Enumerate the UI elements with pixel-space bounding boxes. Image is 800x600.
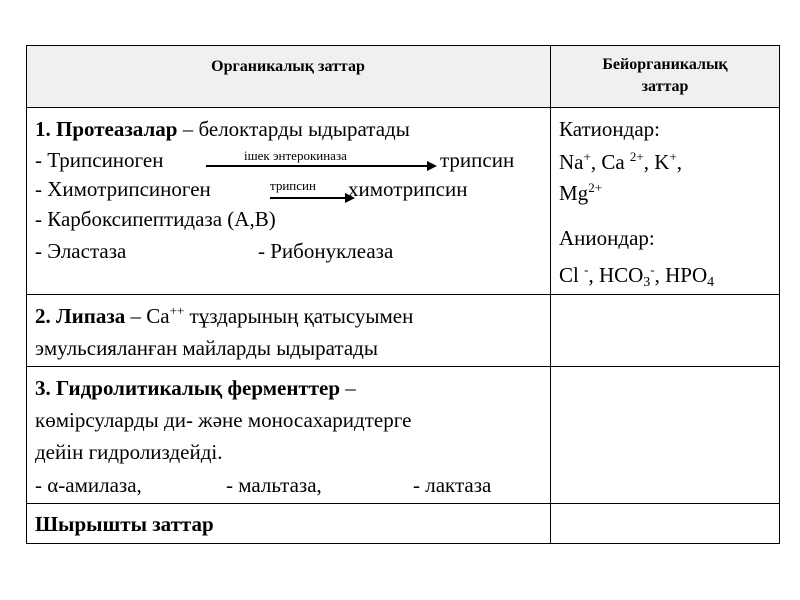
na-charge: + bbox=[583, 149, 591, 164]
row3-line1 bbox=[35, 377, 356, 401]
mg-charge: 2+ bbox=[588, 180, 603, 195]
amylase-label: -амилаза, bbox=[58, 473, 142, 497]
trypsinogen-arrow bbox=[206, 165, 428, 167]
cations-list-line2 bbox=[559, 182, 602, 206]
row1-left-line1 bbox=[35, 118, 410, 142]
header-inorganic bbox=[550, 45, 780, 107]
row-divider bbox=[26, 503, 780, 504]
cations-separator: , bbox=[676, 150, 683, 174]
maltase-item: - мальтаза, bbox=[226, 473, 322, 497]
ca-double-charge: ++ bbox=[169, 303, 185, 318]
hpo4-ion: , HPO bbox=[654, 263, 708, 287]
row3-line3: дейін гидролиздейді. bbox=[35, 440, 223, 464]
trypsinogen-label: - Трипсиноген bbox=[35, 148, 164, 172]
header-organic bbox=[26, 45, 550, 107]
cations-list-line1 bbox=[559, 151, 682, 175]
hydrolytic-dash: – bbox=[340, 376, 356, 400]
cl-ion: Cl bbox=[559, 263, 585, 287]
row2-line2: эмульсияланған майларды ыдыратады bbox=[35, 336, 378, 360]
enterokinase-arrow-label: ішек энтерокиназа bbox=[244, 148, 347, 163]
hco3-subscript: 3 bbox=[643, 275, 651, 290]
row1-left-line2 bbox=[35, 149, 163, 173]
lactase-item: - лактаза bbox=[413, 473, 492, 497]
header-inorganic-text: Бейорганикалық заттар bbox=[602, 56, 728, 95]
trypsin-label: трипсин bbox=[440, 148, 515, 172]
row2-line1 bbox=[35, 305, 413, 329]
lipase-text-part1: – Ca bbox=[125, 304, 170, 328]
na-ion: Na bbox=[559, 150, 584, 174]
mg-ion: Mg bbox=[559, 181, 589, 205]
enzymes-table bbox=[26, 45, 780, 544]
chymotrypsinogen-label: - Химотрипсиноген bbox=[35, 177, 211, 201]
proteases-description: – белоктарды ыдыратады bbox=[177, 117, 410, 141]
hydrolytic-enzymes-title: 3. Гидролитикалық ферменттер bbox=[35, 376, 341, 400]
alpha-symbol: α bbox=[47, 473, 59, 497]
header-organic-text: Органикалық заттар bbox=[211, 58, 365, 75]
amylase-dash: - bbox=[35, 473, 48, 497]
ca-charge: 2+ bbox=[629, 149, 644, 164]
ribonuclease-item: - Рибонуклеаза bbox=[258, 239, 394, 263]
ca-ion: , Ca bbox=[590, 150, 630, 174]
amylase-item bbox=[35, 474, 142, 498]
row3-line2: көмірсуларды ди- және моносахаридтерге bbox=[35, 408, 412, 432]
k-charge: + bbox=[669, 149, 677, 164]
trypsin-arrow-label: трипсин bbox=[270, 178, 316, 193]
hco3-charge: - bbox=[650, 262, 655, 277]
chymotrypsinogen-arrow bbox=[270, 197, 346, 199]
elastase-item: - Эластаза bbox=[35, 239, 127, 263]
row-divider bbox=[26, 107, 780, 108]
lipase-text-part2: тұздарының қатысуымен bbox=[184, 304, 414, 328]
anions-list bbox=[559, 264, 714, 288]
anions-label: Аниондар: bbox=[559, 226, 655, 250]
cl-charge: - bbox=[584, 262, 589, 277]
row-divider bbox=[26, 366, 780, 367]
hco3-ion: , HCO bbox=[588, 263, 644, 287]
proteases-title: 1. Протеазалар bbox=[35, 117, 178, 141]
lipase-title: 2. Липаза bbox=[35, 304, 126, 328]
carboxypeptidase-item: - Карбоксипептидаза (А,В) bbox=[35, 207, 276, 231]
chymotrypsin-label: химотрипсин bbox=[348, 177, 468, 201]
cations-label: Катиондар: bbox=[559, 117, 661, 141]
row-divider bbox=[26, 294, 780, 295]
k-ion: , K bbox=[643, 150, 670, 174]
row4-line1 bbox=[35, 513, 214, 537]
hpo4-subscript: 4 bbox=[707, 275, 715, 290]
row1-left-line3 bbox=[35, 178, 211, 202]
mucus-substances-title: Шырышты заттар bbox=[35, 512, 214, 536]
